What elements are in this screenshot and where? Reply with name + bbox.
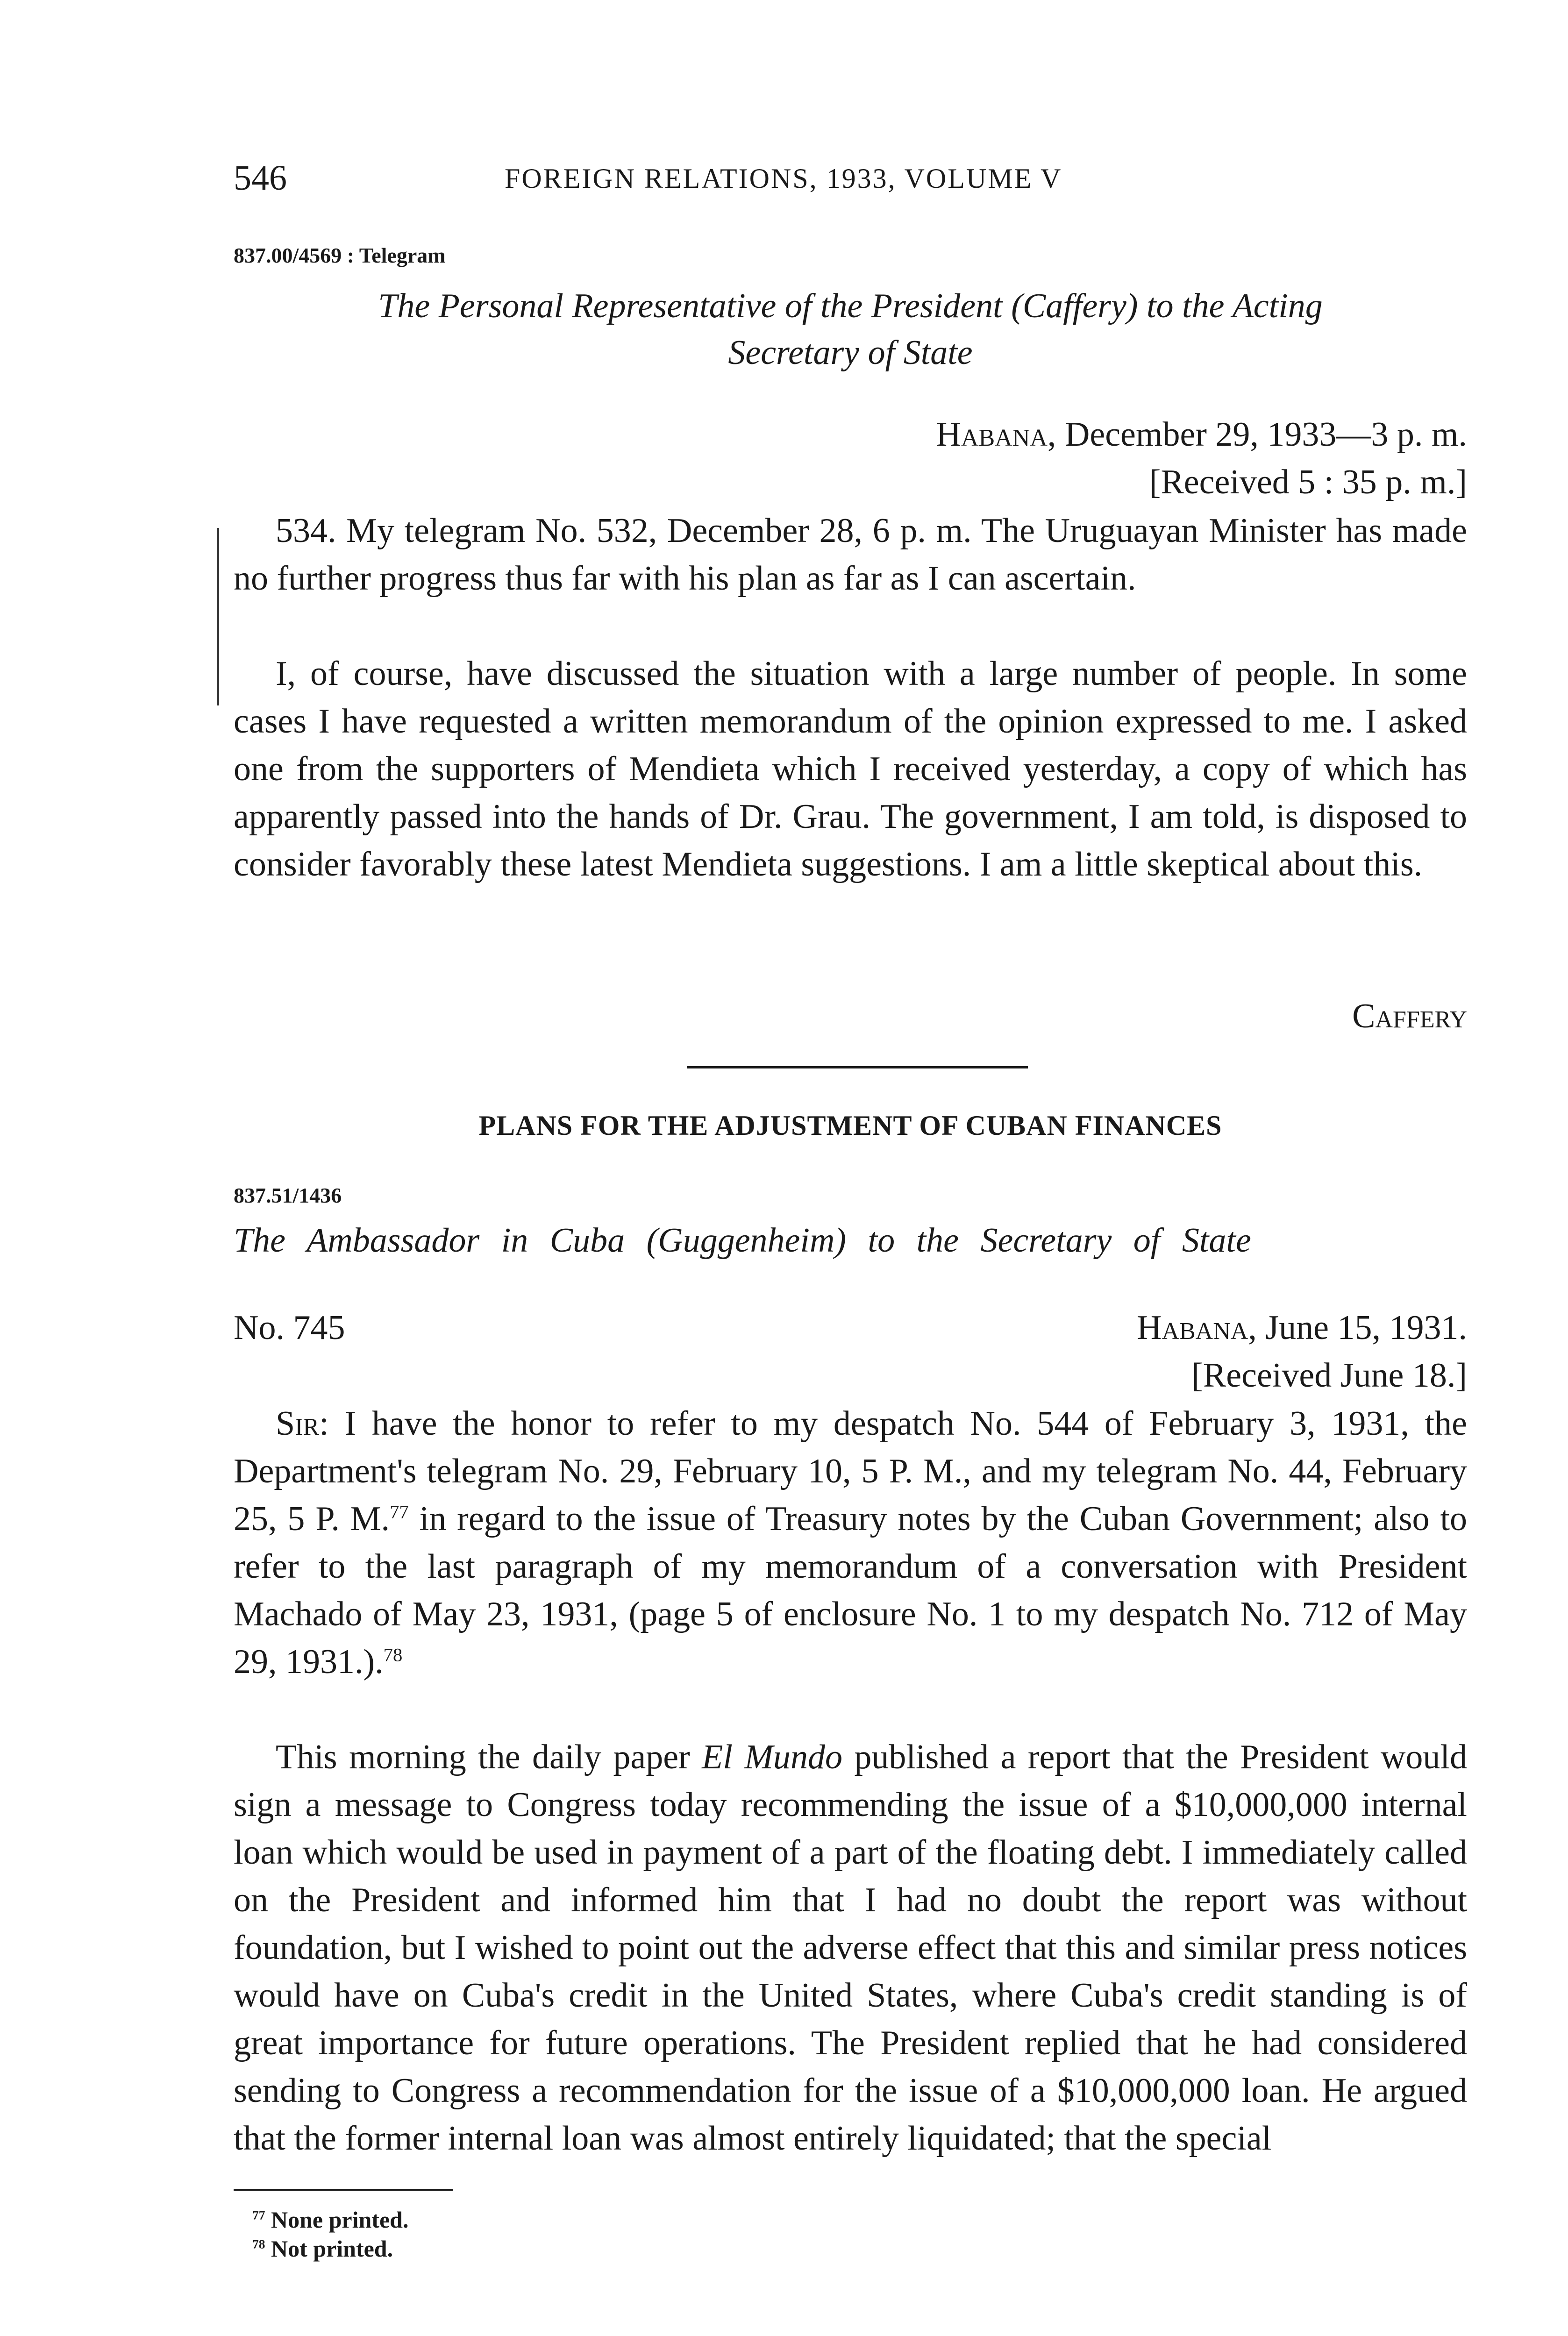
footnote-77 bbox=[252, 2205, 408, 2234]
salutation: Sir bbox=[276, 1404, 320, 1443]
newspaper-name: El Mundo bbox=[702, 1738, 842, 1776]
file-reference: 837.00/4569 : Telegram bbox=[234, 243, 446, 267]
document-heading-line1: The Personal Representative of the President (Caffery) to the Acting bbox=[378, 287, 1323, 325]
footnote-mark: 77 bbox=[252, 2208, 265, 2222]
despatch-heading: The Ambassador in Cuba (Guggenheim) to the Secretary of State bbox=[234, 1221, 1251, 1260]
received-line: [Received 5 : 35 p. m.] bbox=[1149, 463, 1467, 501]
place-date-line bbox=[936, 411, 1467, 458]
place-date-line-2 bbox=[1137, 1304, 1467, 1351]
paragraph-2-text-b: published a report that the President would sign a message to Congress today recommending the issue of a $10,000,000 internal loan which would be used in payment of a part of the floating debt. I immediately called on the President and informed him that I had no doubt the report was without foundation, but I wished to point out the adverse effect that this and similar press notices would have on Cuba's credit in the United States, where Cuba's credit standing is of great importance for future operations. The President replied that he had considered sending to Congress a recommendation for the issue of a $10,000,000 loan. He argued that the former internal loan was almost entirely liquidated; that the special bbox=[234, 1738, 1467, 2158]
footnote-text: None printed. bbox=[271, 2207, 409, 2233]
footnote-mark: 78 bbox=[252, 2236, 265, 2251]
received-line-2: [Received June 18.] bbox=[1191, 1356, 1467, 1395]
telegram-paragraph-2: I, of course, have discussed the situation with a large number of people. In some cases I have requested a written memorandum of the opinion expressed to me. I asked one from the supporters of Mendieta which I received yesterday, a copy of which has apparently passed into the hands of Dr. Grau. The government, I am told, is disposed to consider favorably these latest Mendieta suggestions. I am a little skeptical about this. bbox=[234, 655, 1467, 883]
document-heading-line2: Secretary of State bbox=[728, 334, 973, 372]
footnote-ref-78: 78 bbox=[383, 1644, 403, 1666]
paragraph-1-text-a: : I have the honor to refer to my despatch No. 544 of February 3, 1931, the Department's telegram No. 29, February 10, 5 P. M., and my telegram No. 44, February 25, 5 P. M. bbox=[234, 1404, 1467, 1538]
document-heading bbox=[234, 283, 1467, 376]
paragraph-2-text-a: This morning the daily paper bbox=[276, 1738, 702, 1776]
footnote-rule bbox=[234, 2189, 453, 2191]
place-name: Habana bbox=[936, 415, 1048, 454]
file-reference-2: 837.51/1436 bbox=[234, 1183, 342, 1207]
despatch-date: , June 15, 1931. bbox=[1248, 1309, 1467, 1347]
page-number: 546 bbox=[234, 158, 287, 198]
telegram-paragraph-1: 534. My telegram No. 532, December 28, 6 p. m. The Uruguayan Minister has made no further progress thus far with his plan as far as I can ascertain. bbox=[234, 512, 1467, 598]
footnote-78 bbox=[252, 2234, 393, 2263]
despatch-paragraph-1 bbox=[234, 1400, 1467, 1686]
signature: Caffery bbox=[1352, 997, 1467, 1035]
section-divider bbox=[687, 1066, 1028, 1068]
paragraph-1-text-b: in regard to the issue of Treasury notes by the Cuban Government; also to refer to the last paragraph of my memorandum of a conversation with President Machado of May 23, 1931, (page 5 of enclosure No. 1 to my despatch No. 712 of May 29, 1931.). bbox=[234, 1500, 1467, 1681]
telegram-date: , December 29, 1933—3 p. m. bbox=[1047, 415, 1467, 454]
despatch-paragraph-2 bbox=[234, 1733, 1467, 2162]
section-title: PLANS FOR THE ADJUSTMENT OF CUBAN FINANCES bbox=[478, 1110, 1222, 1141]
despatch-number: No. 745 bbox=[234, 1309, 345, 1347]
margin-annotation-mark bbox=[217, 528, 219, 705]
place-name-2: Habana bbox=[1137, 1309, 1248, 1347]
footnote-ref-77: 77 bbox=[390, 1501, 409, 1523]
footnote-text: Not printed. bbox=[271, 2236, 393, 2262]
running-title: FOREIGN RELATIONS, 1933, VOLUME V bbox=[505, 163, 1062, 194]
